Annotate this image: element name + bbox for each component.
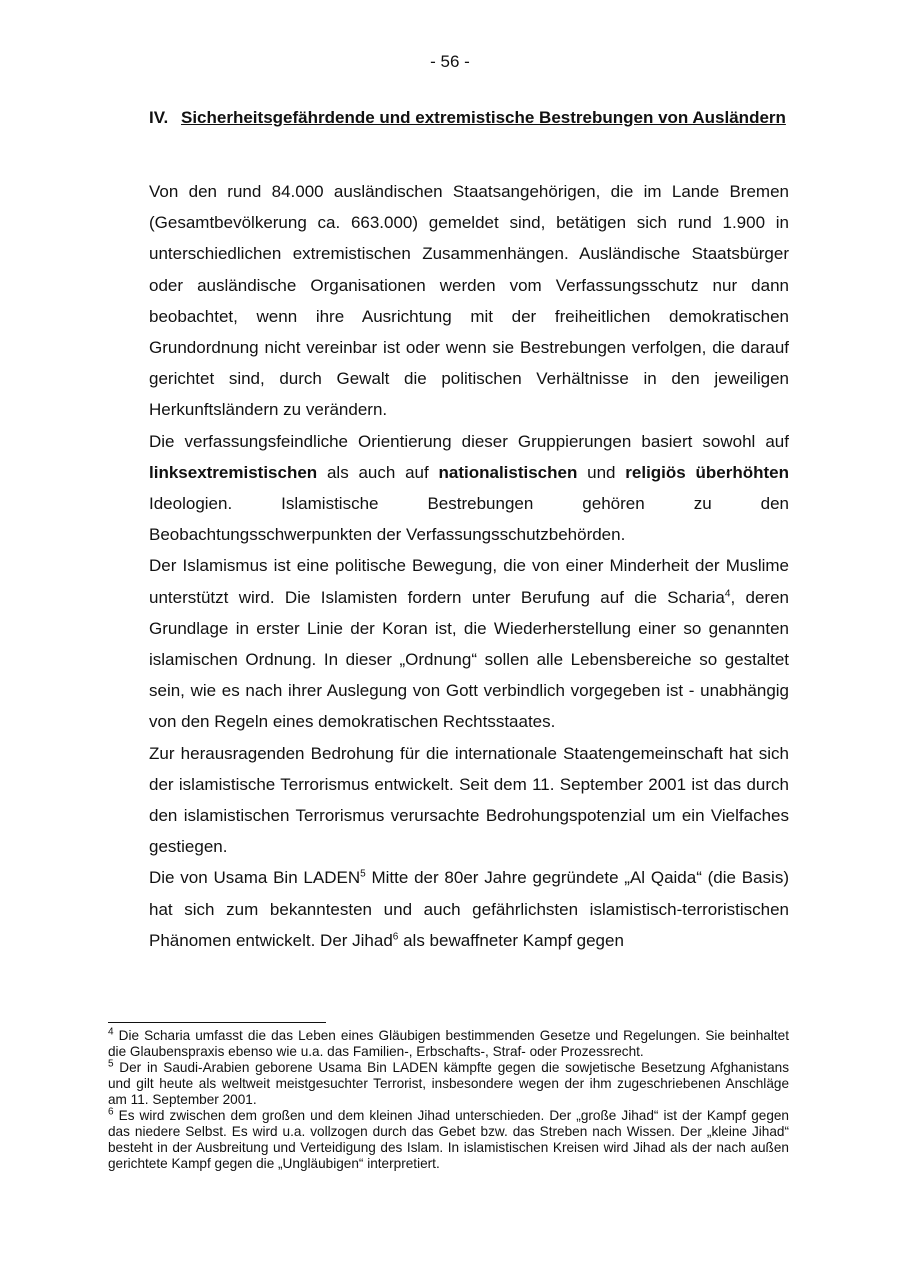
footnote-6-text: Es wird zwischen dem großen und dem kleinen Jihad unterschieden. Der „große Jihad“ ist der Kampf gegen das niedere Selbst. Es wird u.a. vollzogen durch das Gebet bzw. das Streben nach Wissen. Der „kleine Jihad“ besteht in der Ausbreitung und Verteidigung des Islam. In islamistischen Kreisen wird Jihad als der nach außen gerichtete Kampf gegen die „Ungläubigen“ interpretiert. [108, 1108, 789, 1171]
footnote-5 [108, 1060, 789, 1108]
paragraph-4: Zur herausragenden Bedrohung für die internationale Staatengemeinschaft hat sich der islamistische Terrorismus entwickelt. Seit dem 11. September 2001 ist das durch den islamistischen Terrorismus verursachte Bedrohungspotenzial um ein Vielfaches gestiegen. [149, 743, 789, 857]
paragraph-5-text-1: Die von Usama Bin LADEN [149, 868, 361, 888]
footnote-4 [108, 1028, 789, 1060]
paragraph-2-text-2: als auch auf [317, 462, 439, 482]
paragraph-2-text-3: und [577, 462, 626, 482]
paragraph-3-text-2: , deren Grundlage in erster Linie der Koran ist, die Wiederherstellung einer so genannten islamischen Ordnung. In dieser „Ordnung“ sollen alle Lebensbereiche so gestaltet sein, wie es nach ihrer Auslegung von Gott verbindlich vorgegeben ist - unabhängig von den Regeln eines demokratischen Rechtsstaates. [149, 587, 789, 732]
footnote-5-text: Der in Saudi-Arabien geborene Usama Bin LADEN kämpfte gegen die sowjetische Besetzung Afghanistans und gilt heute als weltweit meistgesuchter Terrorist, insbesondere wegen der ihm zugeschriebenen Anschläge am 11. September 2001. [108, 1060, 789, 1107]
paragraph-5 [149, 862, 789, 956]
paragraph-2-text-4: Ideologien. Islamistische Bestrebungen gehören zu den Beobachtungsschwerpunkten der Verfassungsschutzbehörden. [149, 494, 789, 545]
footnote-4-number: 4 [108, 1026, 114, 1038]
footnote-ref-6: 6 [392, 931, 399, 943]
section-heading [149, 107, 789, 128]
footnote-separator [108, 1022, 326, 1023]
footnote-6 [108, 1108, 789, 1172]
footnote-ref-4: 4 [724, 587, 731, 599]
body-text [149, 176, 789, 956]
paragraph-5-text-2: Mitte der 80er Jahre gegründete „Al Qaida“ (die Basis) hat sich zum bekanntesten und auch gefährlichsten islamistisch-terroristischen Phänomen entwickelt. Der Jihad [149, 868, 789, 950]
paragraph-2 [149, 426, 789, 551]
paragraph-2-bold-1: linksextremistischen [149, 462, 318, 482]
paragraph-1: Von den rund 84.000 ausländischen Staatsangehörigen, die im Lande Bremen (Gesamtbevölkerung ca. 663.000) gemeldet sind, betätigen sich rund 1.900 in unterschiedlichen extremistischen Zusammenhängen. Ausländische Staatsbürger oder ausländische Organisationen werden vom Verfassungsschutz nur dann beobachtet, wenn ihre Ausrichtung mit der freiheitlichen demokratischen Grundordnung nicht vereinbar ist oder wenn sie Bestrebungen verfolgen, die darauf gerichtet sind, durch Gewalt die politischen Verhältnisse in den jeweiligen Herkunftsländern zu verändern. [149, 182, 789, 420]
paragraph-3 [149, 550, 789, 737]
footnote-5-number: 5 [108, 1058, 114, 1070]
page-number: - 56 - [430, 52, 470, 71]
footnote-6-number: 6 [108, 1106, 114, 1118]
section-title: Sicherheitsgefährdende und extremistische Bestrebungen von Ausländern [181, 108, 786, 127]
paragraph-5-text-3: als bewaffneter Kampf gegen [398, 930, 624, 950]
footnotes [108, 1028, 789, 1172]
paragraph-2-bold-3: religiös überhöhten [625, 462, 790, 482]
section-numeral: IV. [149, 108, 169, 127]
footnote-ref-5: 5 [360, 868, 366, 880]
paragraph-3-text-1: Der Islamismus ist eine politische Bewegung, die von einer Minderheit der Muslime unterstützt wird. Die Islamisten fordern unter Berufung auf die Scharia [149, 556, 789, 607]
footnote-4-text: Die Scharia umfasst die das Leben eines Gläubigen bestimmenden Gesetze und Regelungen. Sie beinhaltet die Glaubenspraxis ebenso wie u.a. das Familien-, Erbschafts-, Straf- oder Prozessrecht. [108, 1028, 789, 1059]
paragraph-2-bold-2: nationalistischen [438, 462, 578, 482]
paragraph-2-text-1: Die verfassungsfeindliche Orientierung dieser Gruppierungen basiert sowohl auf [149, 431, 789, 451]
